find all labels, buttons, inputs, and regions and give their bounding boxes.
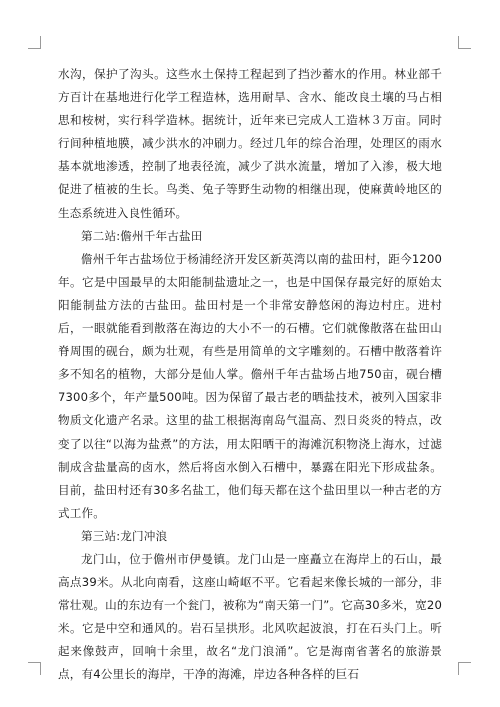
- paragraph-salt-field: 儋州千年古盐场位于杨浦经济开发区新英湾以南的盐田村，距今1200年。它是中国最早的太阳能制盐遗址之一，也是中国保存最完好的原始太阳能制盐方法的古盐田。盐田村是一个非常安静悠闲的海边村庄。进村后，一眼就能看到散落在海边的大小不一的石槽。它们就像散落在盐田山脊周围的砚台，颇为壮观，有些是用简单的文字雕刻的。石槽中散落着许多不知名的植物，大部分是仙人掌。儋州千年古盐场占地750亩，砚台槽7300多个，年产量500吨。因为保留了最古老的晒盐技术，被列入国家非物质文化遗产名录。这里的盐工根据海南岛气温高、烈日炎炎的特点，改变了以往“以海为盐煮”的方法，用太阳晒干的海滩沉积物浇上海水，过滤制成含盐量高的卤水，然后将卤水倒入石槽中，暴露在阳光下形成盐条。目前，盐田村还有30多名盐工，他们每天都在这个盐田里以一种古老的方式工作。: [58, 251, 442, 520]
- crop-mark-top-left: [28, 36, 41, 49]
- paragraph-soil-conservation: 水沟，保护了沟头。这些水土保持工程起到了挡沙蓄水的作用。林业部千方百计在基地进行化学工程造林，选用耐旱、含水、能改良土壤的马占相思和桉树，实行科学造林。据统计，近年来已完成人工造林３万亩。同时行间种植地膜，减少洪水的冲刷力。经过几年的综合治理，处理区的雨水基本就地渗透，控制了地表径流，减少了洪水流量，增加了入渗，极大地促进了植被的生长。鸟类、兔子等野生动物的相继出现，使麻黄岭地区的生态系统进入良性循环。: [58, 67, 442, 220]
- section-heading-salt-field: 第二站:儋州千年古盐田: [81, 228, 203, 243]
- document-body: [58, 63, 442, 687]
- crop-mark-top-right: [458, 36, 471, 49]
- crop-mark-bottom-right: [458, 662, 471, 675]
- section-heading-longmen: 第三站:龙门冲浪: [81, 528, 168, 543]
- paragraph-longmen: 龙门山，位于儋州市伊曼镇。龙门山是一座矗立在海岸上的石山，最高点39米。从北向南看，这座山崎岖不平。它看起来像长城的一部分，非常壮观。山的东边有一个瓮门，被称为“南天第一门”。它高30多米，宽20米。它是中空和通风的。岩石呈拱形。北风吹起波浪，打在石头门上。听起来像鼓声，回响十余里，故名“龙门浪涌”。它是海南省著名的旅游景点，有4公里长的海岸，干净的海滩，岸边各种各样的巨石: [58, 551, 442, 682]
- crop-mark-bottom-left: [28, 662, 41, 675]
